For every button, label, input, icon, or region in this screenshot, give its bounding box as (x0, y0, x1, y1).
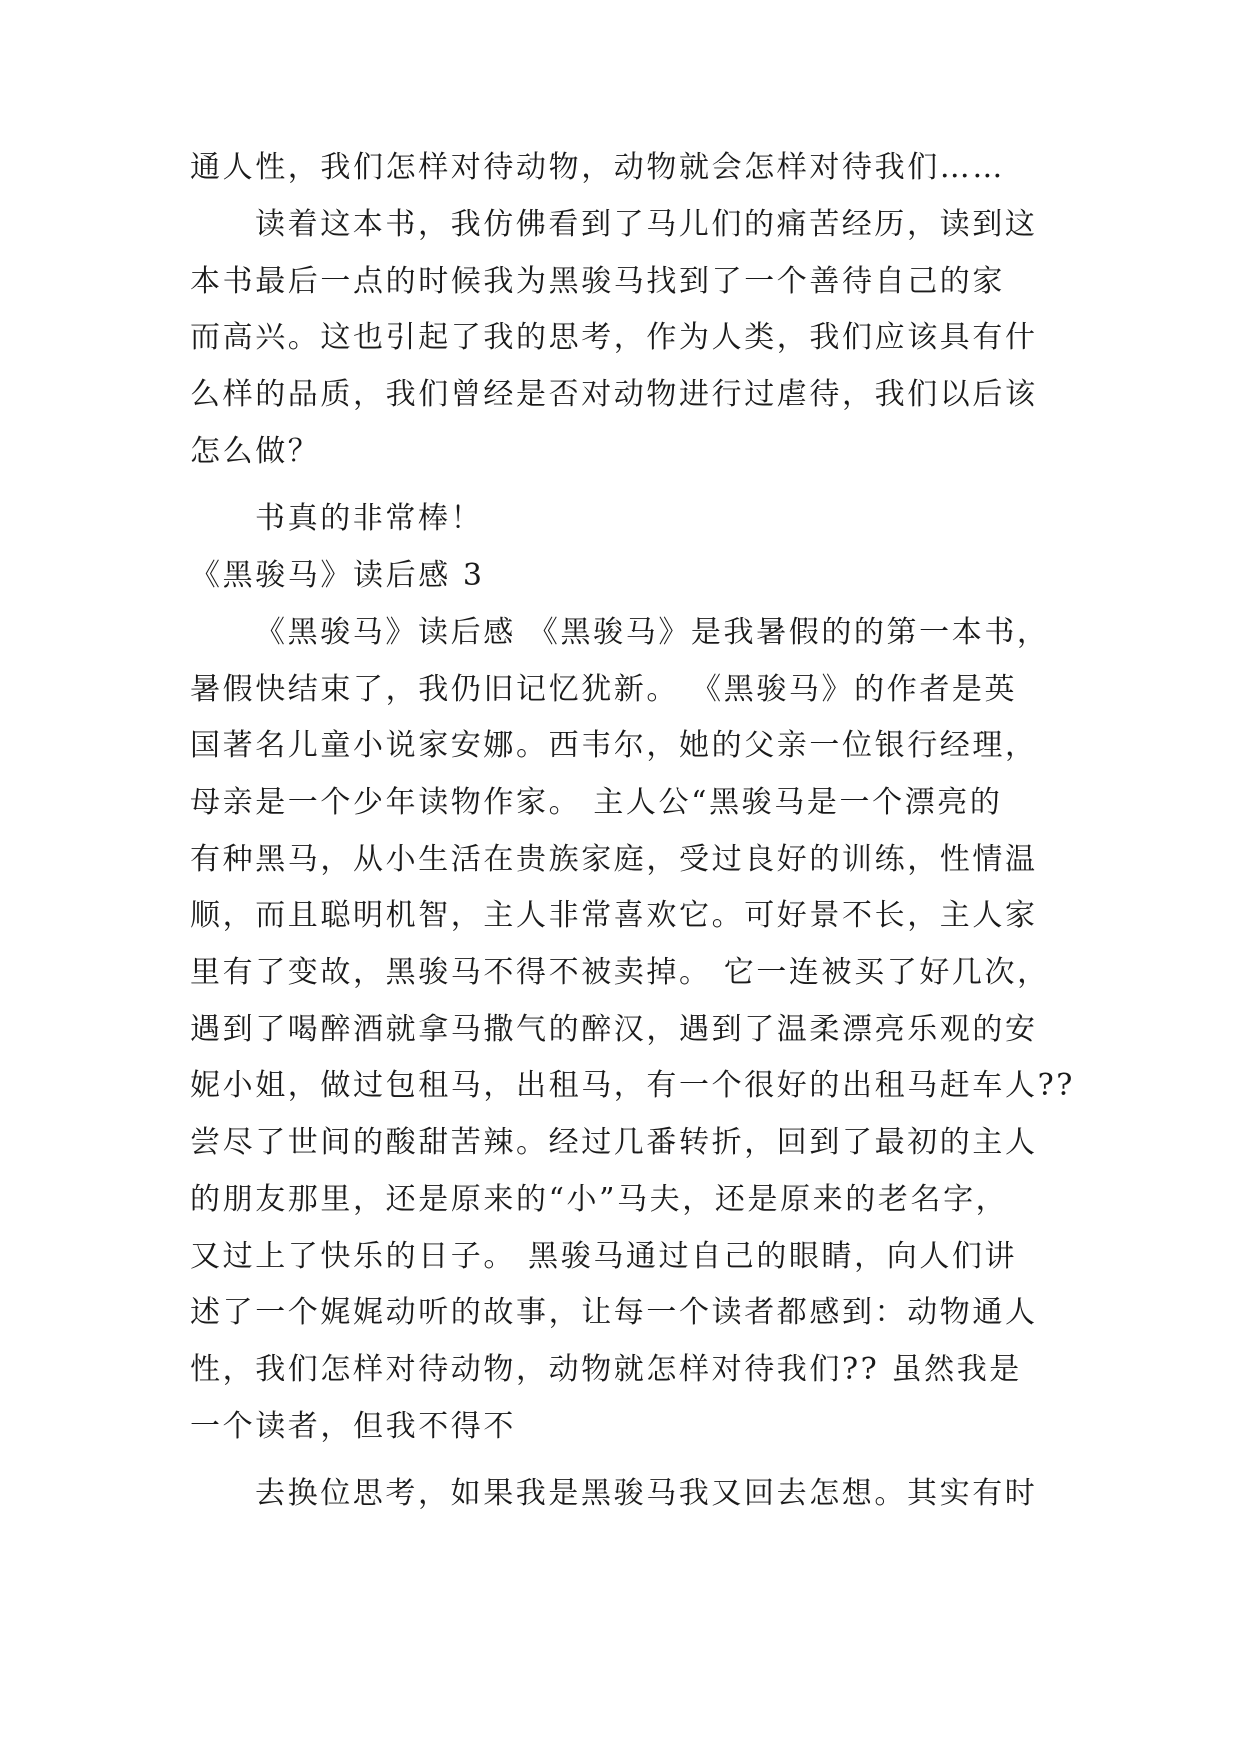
text-line: 书真的非常棒！ (255, 501, 484, 536)
text-line: 顺，而且聪明机智，主人非常喜欢它。可好景不长，主人家 (190, 898, 1038, 933)
text-line: 怎么做？ (190, 434, 321, 469)
text-line: 母亲是一个少年读物作家。 主人公“黑骏马是一个漂亮的 (190, 785, 1003, 820)
text-line: 一个读者，但我不得不 (190, 1409, 516, 1444)
text-line: 么样的品质，我们曾经是否对动物进行过虐待，我们以后该 (190, 377, 1038, 412)
text-line: 尝尽了世间的酸甜苦辣。经过几番转折，回到了最初的主人 (190, 1125, 1038, 1160)
text-line: 暑假快结束了，我仍旧记忆犹新。 《黑骏马》的作者是英 (190, 672, 1018, 707)
text-line: 性，我们怎样对待动物，动物就怎样对待我们?? 虽然我是 (190, 1352, 1022, 1387)
text-line: 有种黑马，从小生活在贵族家庭，受过良好的训练，性情温 (190, 842, 1038, 877)
text-line: 遇到了喝醉酒就拿马撒气的醉汉，遇到了温柔漂亮乐观的安 (190, 1012, 1038, 1047)
text-line: 本书最后一点的时候我为黑骏马找到了一个善待自己的家 (190, 264, 1005, 299)
text-line: 又过上了快乐的日子。 黑骏马通过自己的眼睛，向人们讲 (190, 1239, 1018, 1274)
text-line: 而高兴。这也引起了我的思考，作为人类，我们应该具有什 (190, 320, 1038, 355)
text-line: 的朋友那里，还是原来的“小”马夫，还是原来的老名字， (190, 1182, 1009, 1217)
text-line: 《黑骏马》读后感 《黑骏马》是我暑假的的第一本书， (255, 615, 1050, 650)
text-line: 通人性，我们怎样对待动物，动物就会怎样对待我们…… (190, 150, 1005, 185)
section-heading: 《黑骏马》读后感 3 (190, 558, 485, 593)
text-line: 里有了变故，黑骏马不得不被卖掉。 它一连被买了好几次， (190, 955, 1050, 990)
text-line: 妮小姐，做过包租马，出租马，有一个很好的出租马赶车人?? (190, 1068, 1075, 1103)
text-line: 去换位思考，如果我是黑骏马我又回去怎想。其实有时 (255, 1476, 1038, 1511)
text-line: 国著名儿童小说家安娜。西韦尔，她的父亲一位银行经理， (190, 728, 1038, 763)
text-line: 读着这本书，我仿佛看到了马儿们的痛苦经历，读到这 (255, 207, 1038, 242)
text-line: 述了一个娓娓动听的故事，让每一个读者都感到：动物通人 (190, 1295, 1038, 1330)
